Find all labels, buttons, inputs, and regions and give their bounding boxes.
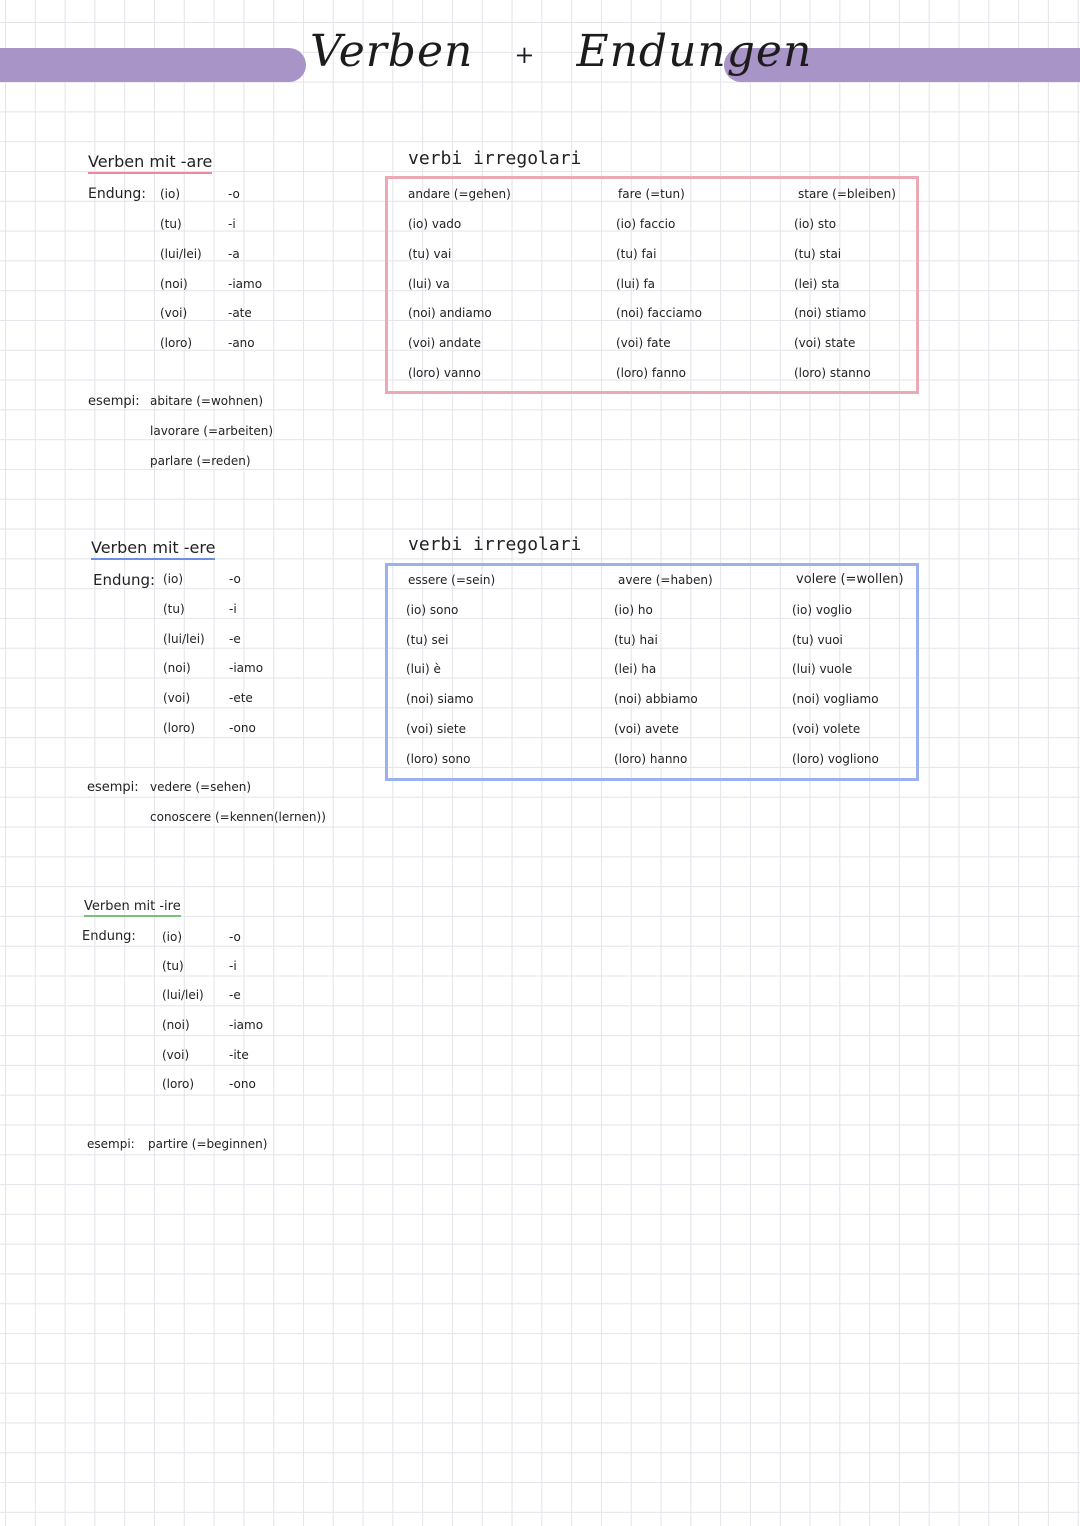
irregular-header: andare (=gehen) <box>408 187 511 201</box>
irregular-title-1: verbi irregolari <box>408 148 582 169</box>
are-ending: -ate <box>228 306 252 320</box>
ere-ending: -i <box>229 602 237 616</box>
ere-ending: -iamo <box>229 661 264 675</box>
ire-pronoun: (noi) <box>162 1018 190 1032</box>
ere-endung-label: Endung: <box>93 571 156 589</box>
irregular-cell: (loro) vogliono <box>792 752 879 766</box>
ere-example: conoscere (=kennen(lernen)) <box>150 810 326 824</box>
ere-example: vedere (=sehen) <box>150 780 251 794</box>
irregular-cell: (voi) volete <box>792 722 861 736</box>
ere-pronoun: (voi) <box>163 691 191 705</box>
irregular-cell: (tu) hai <box>614 633 658 647</box>
are-endung-label: Endung: <box>88 186 146 202</box>
are-pronoun: (lui/lei) <box>160 247 202 261</box>
ere-pronoun: (noi) <box>163 661 191 675</box>
are-pronoun: (noi) <box>160 277 188 291</box>
irregular-cell: (lei) sta <box>794 277 840 291</box>
ire-ending: -i <box>229 959 237 973</box>
irregular-cell: (io) vado <box>408 217 462 231</box>
title-right-word: Endungen <box>576 26 813 77</box>
irregular-cell: (tu) fai <box>616 247 657 261</box>
irregular-cell: (loro) stanno <box>794 366 871 380</box>
ire-ending: -o <box>229 930 241 944</box>
title-banner-left <box>0 48 306 82</box>
irregular-cell: (tu) vuoi <box>792 633 843 647</box>
are-example: lavorare (=arbeiten) <box>150 424 274 438</box>
are-ending: -a <box>228 247 240 261</box>
irregular-cell: (tu) vai <box>408 247 452 261</box>
irregular-cell: (noi) facciamo <box>616 306 702 320</box>
irregular-cell: (noi) stiamo <box>794 306 867 320</box>
irregular-cell: (io) voglio <box>792 603 852 617</box>
ere-examples-label: esempi: <box>87 780 139 795</box>
ere-pronoun: (loro) <box>163 721 196 735</box>
irregular-cell: (io) ho <box>614 603 653 617</box>
irregular-cell: (lui) è <box>406 662 441 676</box>
irregular-cell: (loro) hanno <box>614 752 688 766</box>
are-ending: -i <box>228 217 236 231</box>
irregular-cell: (noi) vogliamo <box>792 692 879 706</box>
ere-ending: -ono <box>229 721 256 735</box>
ire-ending: -ono <box>229 1077 256 1091</box>
irregular-cell: (voi) state <box>794 336 856 350</box>
irregular-header: stare (=bleiben) <box>798 187 896 201</box>
ire-ending: -e <box>229 988 241 1002</box>
are-pronoun: (voi) <box>160 306 188 320</box>
ere-ending: -e <box>229 632 241 646</box>
irregular-cell: (voi) fate <box>616 336 671 350</box>
are-pronoun: (loro) <box>160 336 193 350</box>
ire-ending: -iamo <box>229 1018 264 1032</box>
irregular-cell: (noi) siamo <box>406 692 474 706</box>
irregular-cell: (io) sono <box>406 603 459 617</box>
ire-pronoun: (loro) <box>162 1077 195 1091</box>
irregular-header: volere (=wollen) <box>796 572 904 587</box>
irregular-cell: (lei) ha <box>614 662 657 676</box>
irregular-cell: (lui) vuole <box>792 662 853 676</box>
ire-examples-label: esempi: <box>87 1137 135 1151</box>
ire-pronoun: (io) <box>162 930 183 944</box>
page-title <box>310 26 813 77</box>
irregular-cell: (lui) va <box>408 277 450 291</box>
irregular-header: fare (=tun) <box>618 187 685 201</box>
irregular-header: avere (=haben) <box>618 573 713 587</box>
irregular-cell: (tu) stai <box>794 247 842 261</box>
ere-heading: Verben mit -ere <box>91 538 215 560</box>
irregular-cell: (voi) avete <box>614 722 679 736</box>
are-heading: Verben mit -are <box>88 152 212 174</box>
ire-pronoun: (lui/lei) <box>162 988 204 1002</box>
are-ending: -o <box>228 187 240 201</box>
are-example: abitare (=wohnen) <box>150 394 264 408</box>
ere-pronoun: (lui/lei) <box>163 632 205 646</box>
are-examples-label: esempi: <box>88 394 140 409</box>
irregular-cell: (lui) fa <box>616 277 656 291</box>
are-pronoun: (tu) <box>160 217 182 231</box>
irregular-title-2: verbi irregolari <box>408 534 582 555</box>
irregular-cell: (voi) andate <box>408 336 481 350</box>
irregular-cell: (loro) fanno <box>616 366 686 380</box>
are-example: parlare (=reden) <box>150 454 251 468</box>
are-pronoun: (io) <box>160 187 181 201</box>
ere-pronoun: (tu) <box>163 602 185 616</box>
irregular-cell: (loro) sono <box>406 752 471 766</box>
are-ending: -ano <box>228 336 255 350</box>
irregular-cell: (io) sto <box>794 217 837 231</box>
title-left-word: Verben <box>310 26 474 77</box>
title-plus: + <box>514 40 536 69</box>
ere-pronoun: (io) <box>163 572 184 586</box>
irregular-cell: (loro) vanno <box>408 366 481 380</box>
ire-heading: Verben mit -ire <box>84 899 181 917</box>
irregular-cell: (io) faccio <box>616 217 676 231</box>
ire-example: partire (=beginnen) <box>148 1137 268 1151</box>
irregular-cell: (tu) sei <box>406 633 449 647</box>
irregular-cell: (voi) siete <box>406 722 467 736</box>
irregular-header: essere (=sein) <box>408 573 496 587</box>
irregular-cell: (noi) abbiamo <box>614 692 698 706</box>
irregular-cell: (noi) andiamo <box>408 306 492 320</box>
ire-pronoun: (voi) <box>162 1048 190 1062</box>
ire-pronoun: (tu) <box>162 959 184 973</box>
ire-endung-label: Endung: <box>82 929 136 944</box>
are-ending: -iamo <box>228 277 263 291</box>
ire-ending: -ite <box>229 1048 249 1062</box>
ere-ending: -ete <box>229 691 253 705</box>
ere-ending: -o <box>229 572 241 586</box>
